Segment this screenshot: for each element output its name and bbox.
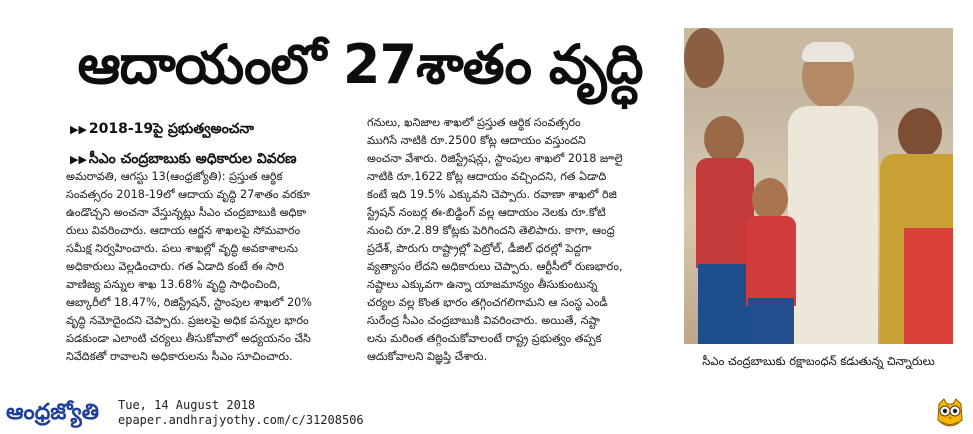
subhead-1 <box>70 118 360 140</box>
photo-child-uniform <box>748 298 794 344</box>
body-line: సంవత్సరం 2018-19లో ఆదాయ వృద్ధి 27శాతం వరకూ <box>66 188 310 201</box>
double-arrow-icon: ▶▶ <box>70 123 87 136</box>
body-line: పడకుండా ఎలాంటి చర్యలు తీసుకోవాలో అధ్యయనం చేసి <box>66 332 311 345</box>
footer-meta <box>118 398 364 428</box>
body-line: సురేంద్ర సీఎం చంద్రబాబుకి వివరించారు. అయితే, నష్టా <box>367 314 600 327</box>
body-line: అధికారులు వెల్లడించారు. గత ఏడాది కంటే ఈ సారి <box>66 260 285 273</box>
photo-person-head <box>684 28 724 88</box>
owl-icon <box>935 398 965 430</box>
body-line: వ్యత్యాసం లేదని అధికారులు చెప్పారు. ఆర్టీసీలో రుణభారం, <box>367 260 623 273</box>
andhrajyothy-logo: ఆంధ్రజ్యోతి <box>6 400 99 425</box>
body-line: ముగిసే నాటికి రూ.2500 కోట్ల ఆదాయం వస్తుందని <box>367 134 586 147</box>
body-line: వాణిజ్య పన్నుల శాఖ 13.68% వృద్ధి సాధించింది, <box>66 278 281 291</box>
body-line: గనులు, ఖనిజాల శాఖలో ప్రస్తుత ఆర్థిక సంవత్సరం <box>367 116 581 129</box>
body-line: నివేదికతో రావాలని అధికారులను సీఎం సూచించారు. <box>66 350 293 363</box>
body-line: ఆబ్కారీలో 18.47%, రిజిస్ట్రేషన్, స్టాంపుల శాఖలో 20% <box>66 296 312 309</box>
photo-child-body <box>904 228 953 344</box>
photo-caption: సీఎం చంద్రబాబుకు రక్షాబంధన్ కడుతున్న చిన్నారులు <box>702 354 935 368</box>
body-line: లను మరింత తగ్గించుకోవాలంటే రాష్ట్ర ప్రభుత్వం తప్పక <box>367 332 602 345</box>
photo-person-hair <box>802 42 854 62</box>
article-headline: ఆదాయంలో 27శాతం వృద్ధి <box>77 33 643 96</box>
body-line: నుంచి రూ.2.89 కోట్లకు పెరిగిందని తెలిపారు. కాగా, ఆంధ్ర <box>367 224 615 237</box>
body-line: వృద్ధి నమోదైందని చెప్పారు. ప్రజలపై అధిక పన్నుల భారం <box>66 314 309 327</box>
photo-child-head <box>704 116 744 162</box>
photo-child-head <box>752 178 788 220</box>
photo-child-body <box>746 216 796 306</box>
body-line: కంటే ఇది 19.5% ఎక్కువని చెప్పారు. రవాణా శాఖలో రిజి <box>367 188 617 201</box>
epaper-url[interactable]: epaper.andhrajyothy.com/c/31208506 <box>118 413 364 427</box>
article-column-1 <box>66 168 358 366</box>
double-arrow-icon: ▶▶ <box>70 153 87 166</box>
news-photo <box>684 28 953 344</box>
subhead-1-text: 2018-19పై ప్రభుత్వఅంచనా <box>88 121 254 137</box>
body-line: స్ట్రేషన్ నంబర్ల ఈ-బిడ్డింగ్ వల్ల ఆదాయం నెలకు రూ.కోటి <box>367 206 606 219</box>
photo-child-uniform <box>698 264 752 344</box>
photo-child-head <box>898 108 942 158</box>
body-line: ప్రదేశ్, పొరుగు రాష్ట్రాల్లో పెట్రోల్, డీజిల్ ధరల్లో పెద్దగా <box>367 242 592 255</box>
body-line: సమీక్ష నిర్వహించారు. పలు శాఖల్లో వృద్ధి అవకాశాలను <box>66 242 298 255</box>
body-line: నాటికి రూ.1622 కోట్ల ఆదాయం వచ్చిందని, గత ఏడాది <box>367 170 607 183</box>
body-line: ఉండొచ్చని అంచనా వేస్తున్నట్లు సీఎం చంద్రబాబుకి అధికా <box>66 206 307 219</box>
photo-person-body <box>788 106 878 344</box>
publication-date: Tue, 14 August 2018 <box>118 398 256 412</box>
body-line: చర్యల వల్ల కొంత భారం తగ్గించగలిగామని ఆ సంస్థ ఎండీ <box>367 296 608 309</box>
body-line: ఆదుకోవాలని విజ్ఞప్తి చేశారు. <box>367 350 488 363</box>
subhead-2 <box>70 148 360 170</box>
article-column-2 <box>367 114 669 366</box>
body-line: నష్టాలు ఎక్కువగా ఉన్నా యాజమాన్యం తీసుకుంటున్న <box>367 278 598 291</box>
epaper-footer <box>0 392 973 434</box>
body-line: రులు వివరించారు. ఆదాయ ఆర్జన శాఖలపై సోమవారం <box>66 224 301 237</box>
body-line: అంచనా వేశారు. రిజిస్ట్రేషన్లు, స్టాంపుల శాఖలో 2018 జూలై <box>367 152 623 165</box>
subhead-2-text: సీఎం చంద్రబాబుకు అధికారుల వివరణ <box>88 151 297 167</box>
body-line: అమరావతి, ఆగస్టు 13(ఆంధ్రజ్యోతి): ప్రస్తుత ఆర్థిక <box>66 170 283 183</box>
